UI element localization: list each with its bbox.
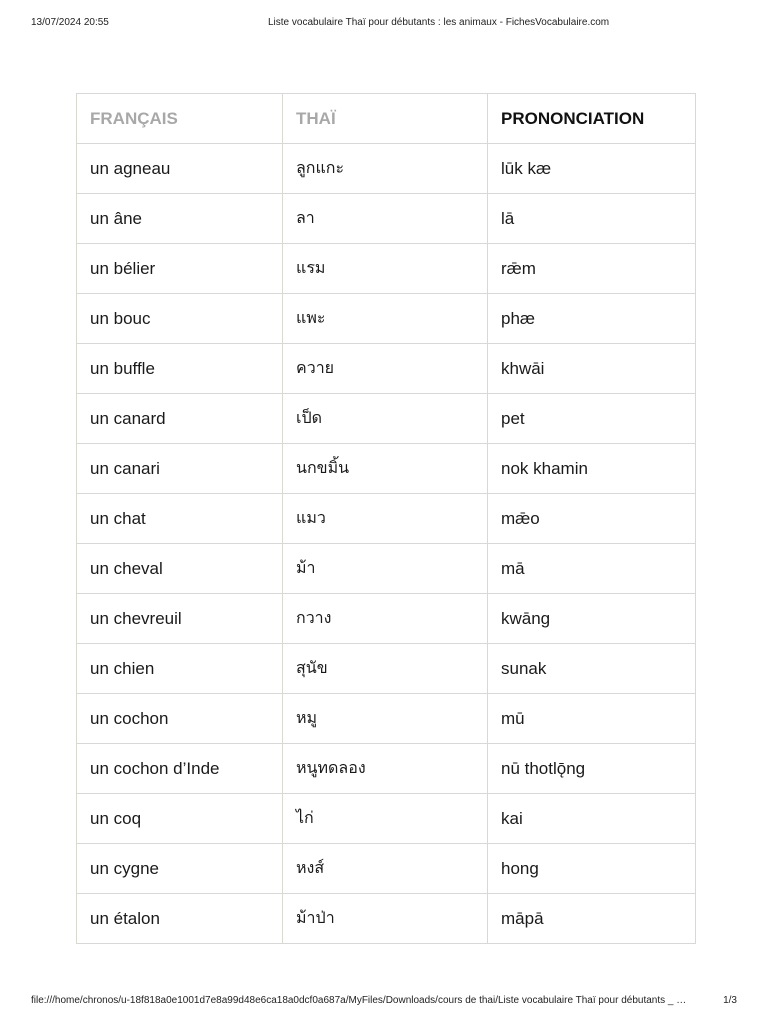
cell-francais: un agneau [77, 144, 283, 194]
file-path: file:///home/chronos/u-18f818a0e1001d7e8a99d48e6ca18a0dcf0a687a/MyFiles/Downloads/cours de thai/Liste vocabulaire Thaï pour débutants _ … [31, 995, 687, 1006]
print-footer [31, 995, 737, 1009]
cell-prononciation: mǣo [488, 494, 696, 544]
document-title: Liste vocabulaire Thaï pour débutants : les animaux - FichesVocabulaire.com [268, 17, 610, 28]
cell-francais: un cochon [77, 694, 283, 744]
cell-thai: นกขมิ้น [283, 444, 488, 494]
column-header-prononciation[interactable]: PRONONCIATION [488, 94, 696, 144]
cell-thai: แรม [283, 244, 488, 294]
cell-prononciation: lā [488, 194, 696, 244]
cell-prononciation: rǣm [488, 244, 696, 294]
cell-thai: ควาย [283, 344, 488, 394]
vocabulary-table [76, 93, 696, 944]
print-header [31, 17, 737, 31]
cell-thai: ลูกแกะ [283, 144, 488, 194]
cell-prononciation: khwāi [488, 344, 696, 394]
cell-thai: หงส์ [283, 844, 488, 894]
table-row [77, 394, 696, 444]
table-row [77, 494, 696, 544]
table-row [77, 794, 696, 844]
cell-prononciation: mū [488, 694, 696, 744]
cell-thai: ลา [283, 194, 488, 244]
cell-francais: un coq [77, 794, 283, 844]
table-row [77, 244, 696, 294]
cell-thai: เป็ด [283, 394, 488, 444]
cell-francais: un chien [77, 644, 283, 694]
cell-francais: un chat [77, 494, 283, 544]
cell-francais: un canard [77, 394, 283, 444]
table-row [77, 544, 696, 594]
cell-francais: un étalon [77, 894, 283, 944]
cell-francais: un buffle [77, 344, 283, 394]
table-header-row [77, 94, 696, 144]
table-row [77, 594, 696, 644]
table-row [77, 844, 696, 894]
table-row [77, 444, 696, 494]
cell-thai: แพะ [283, 294, 488, 344]
cell-thai: หมู [283, 694, 488, 744]
cell-francais: un cygne [77, 844, 283, 894]
table-row [77, 744, 696, 794]
cell-prononciation: mā [488, 544, 696, 594]
cell-francais: un cochon d’Inde [77, 744, 283, 794]
cell-prononciation: nok khamin [488, 444, 696, 494]
cell-prononciation: kwāng [488, 594, 696, 644]
cell-prononciation: nū thotlǭng [488, 744, 696, 794]
table-row [77, 194, 696, 244]
table-row [77, 144, 696, 194]
cell-francais: un canari [77, 444, 283, 494]
cell-prononciation: hong [488, 844, 696, 894]
cell-prononciation: pet [488, 394, 696, 444]
cell-prononciation: phæ [488, 294, 696, 344]
cell-thai: ม้า [283, 544, 488, 594]
cell-prononciation: sunak [488, 644, 696, 694]
cell-thai: หนูทดลอง [283, 744, 488, 794]
cell-thai: ม้าป่า [283, 894, 488, 944]
cell-thai: สุนัข [283, 644, 488, 694]
cell-francais: un âne [77, 194, 283, 244]
cell-thai: ไก่ [283, 794, 488, 844]
print-datetime: 13/07/2024 20:55 [31, 17, 109, 28]
table-row [77, 894, 696, 944]
table-row [77, 344, 696, 394]
table-row [77, 294, 696, 344]
cell-thai: แมว [283, 494, 488, 544]
table-row [77, 644, 696, 694]
table-row [77, 694, 696, 744]
cell-francais: un cheval [77, 544, 283, 594]
page-number: 1/3 [723, 995, 737, 1006]
cell-francais: un bélier [77, 244, 283, 294]
cell-prononciation: māpā [488, 894, 696, 944]
cell-prononciation: kai [488, 794, 696, 844]
column-header-francais[interactable]: FRANÇAIS [77, 94, 283, 144]
column-header-thai[interactable]: THAÏ [283, 94, 488, 144]
cell-prononciation: lūk kæ [488, 144, 696, 194]
cell-thai: กวาง [283, 594, 488, 644]
cell-francais: un chevreuil [77, 594, 283, 644]
table-body [77, 144, 696, 944]
cell-francais: un bouc [77, 294, 283, 344]
